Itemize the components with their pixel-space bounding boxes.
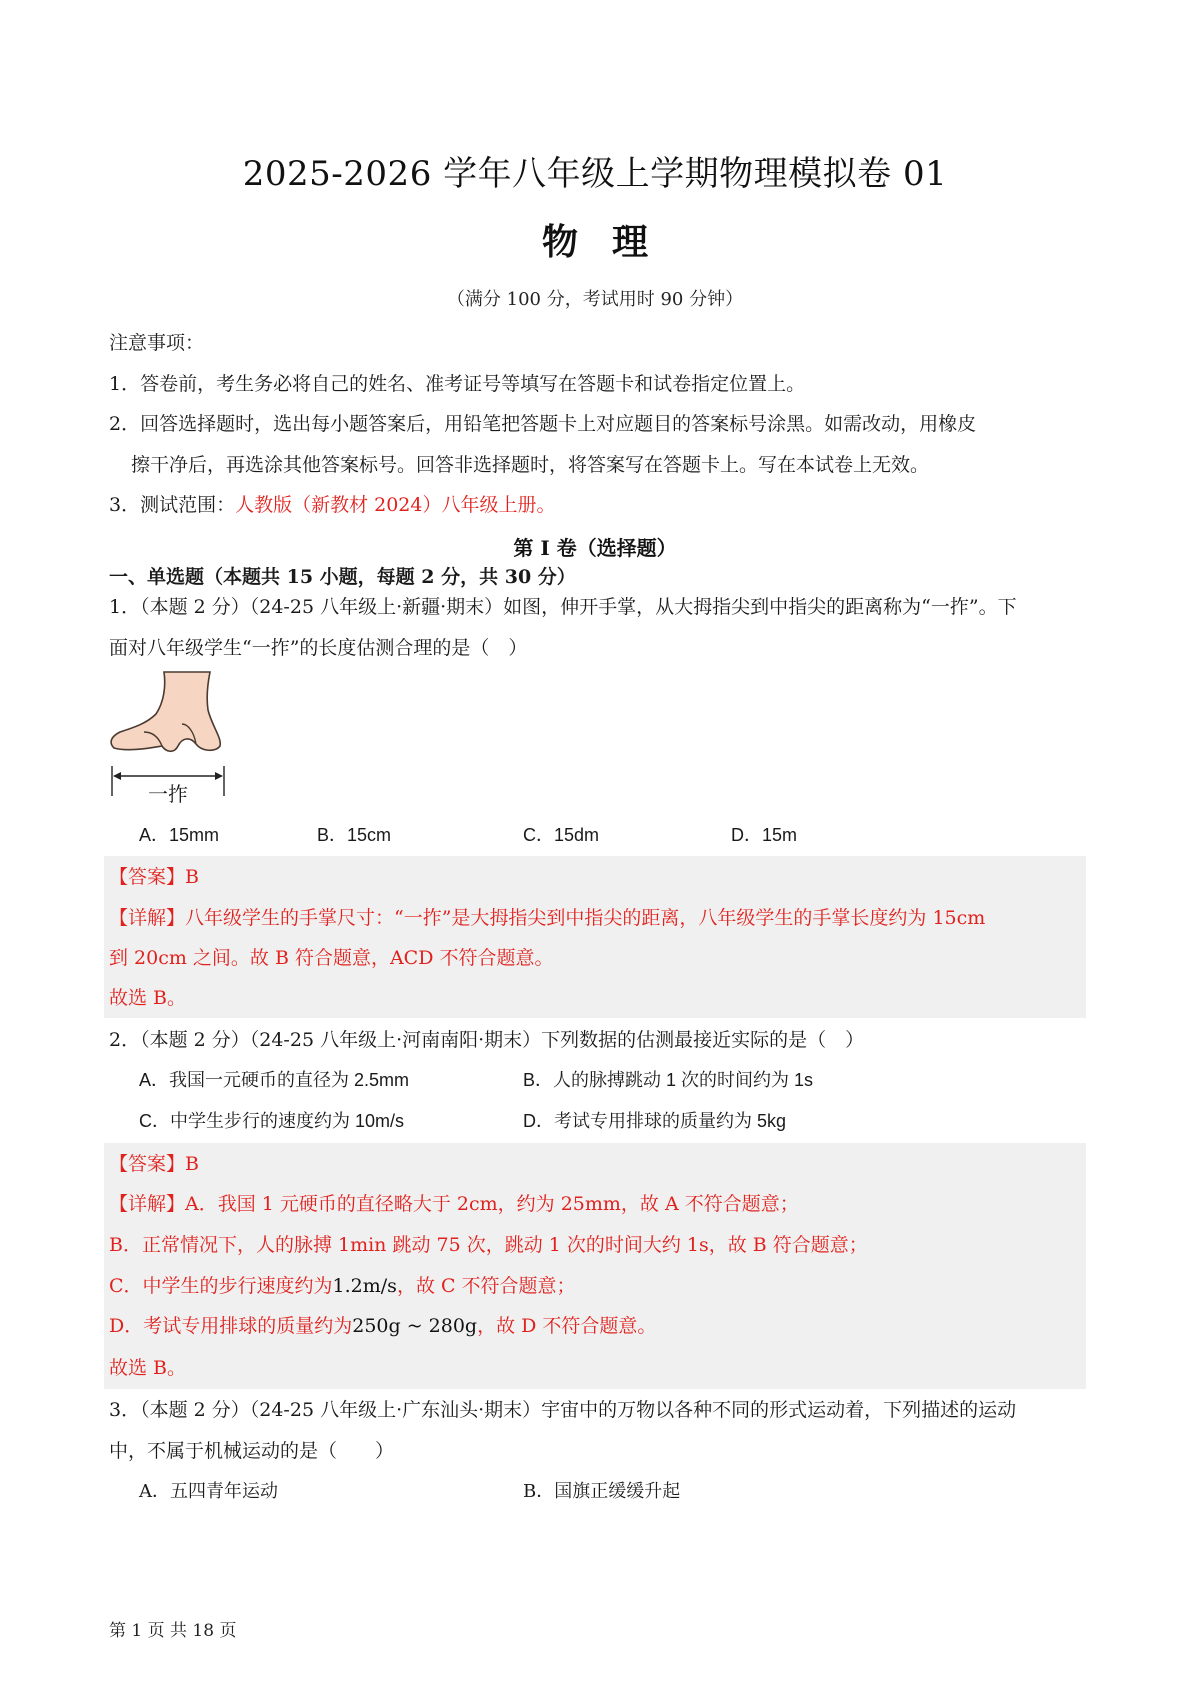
q3-option-b[interactable]: B．国旗正缓缓升起 <box>523 1481 681 1502</box>
q2-detail-4-math: 250g ~ 280g <box>352 1315 478 1337</box>
q2-detail-3-math: 1.2m/s <box>332 1275 397 1297</box>
q1-option-d[interactable]: D．15m <box>731 825 798 845</box>
q2-stem: 2．（本题 2 分）（24-25 八年级上·河南南阳·期末）下列数据的估测最接近实际的是（ ） <box>109 1029 865 1051</box>
notes-item-3 <box>109 490 556 517</box>
q1-option-a[interactable]: A．15mm <box>139 825 220 845</box>
q1-stem-line-1: 1．（本题 2 分）（24-25 八年级上·新疆·期末）如图，伸开手掌，从大拇指尖到中指尖的距离称为“一拃”。下 <box>109 596 1017 618</box>
exam-title: 2025-2026 学年八年级上学期物理模拟卷 01 <box>242 154 948 194</box>
q2-detail-3-suffix: ，故 C 不符合题意； <box>396 1275 576 1297</box>
notes-item-1: 1．答卷前，考生务必将自己的姓名、准考证号等填写在答题卡和试卷指定位置上。 <box>109 373 806 395</box>
section-title: 第 I 卷（选择题） <box>513 536 677 560</box>
q1-option-b[interactable]: B．15cm <box>317 825 392 845</box>
page-footer: 第 1 页 共 18 页 <box>109 1621 237 1641</box>
q2-detail-line-1: 【详解】A．我国 1 元硬币的直径略大于 2cm，约为 25mm，故 A 不符合题意； <box>109 1193 799 1215</box>
notes-item-3-prefix: 3．测试范围： <box>109 494 236 516</box>
test-scope: 人教版（新教材 2024）八年级上册。 <box>235 494 556 516</box>
figure-label: 一拃 <box>148 782 188 806</box>
notes-item-2: 2．回答选择题时，选出每小题答案后，用铅笔把答题卡上对应题目的答案标号涂黑。如需改动，用橡皮 <box>109 413 977 435</box>
q2-detail-3-prefix: C．中学生的步行速度约为 <box>109 1275 333 1297</box>
q2-conclusion: 故选 B。 <box>109 1357 187 1379</box>
q3-option-a[interactable]: A．五四青年运动 <box>139 1481 278 1502</box>
q2-answer: 【答案】B <box>109 1153 199 1175</box>
q1-answer-box <box>104 856 1086 1018</box>
q2-detail-4-suffix: ，故 D 不符合题意。 <box>477 1315 657 1337</box>
score-time-note: （满分 100 分，考试用时 90 分钟） <box>446 289 744 310</box>
q1-detail-line-1: 【详解】八年级学生的手掌尺寸：“一拃”是大拇指尖到中指尖的距离，八年级学生的手掌长度约为 15cm <box>109 907 986 929</box>
q2-option-b[interactable]: B．人的脉搏跳动 1 次的时间约为 1s <box>523 1070 814 1090</box>
q2-detail-line-2: B．正常情况下，人的脉搏 1min 跳动 75 次，跳动 1 次的时间大约 1s，故 B 符合题意； <box>109 1234 868 1256</box>
q1-answer: 【答案】B <box>109 866 199 888</box>
part-heading: 一、单选题（本题共 15 小题，每题 2 分，共 30 分） <box>109 566 576 588</box>
hand-shape <box>111 672 220 751</box>
span-arrow-right <box>215 772 223 780</box>
q2-detail-line-4 <box>109 1311 656 1338</box>
q3-stem-line-2: 中，不属于机械运动的是（ ） <box>109 1440 395 1462</box>
q2-detail-4-prefix: D．考试专用排球的质量约为 <box>109 1315 353 1337</box>
q2-option-c[interactable]: C．中学生步行的速度约为 10m/s <box>139 1111 405 1131</box>
notes-item-2-continued: 擦干净后，再选涂其他答案标号。回答非选择题时，将答案写在答题卡上。写在本试卷上无效。 <box>131 454 930 476</box>
q1-detail-line-2: 到 20cm 之间。故 B 符合题意，ACD 不符合题意。 <box>109 947 554 969</box>
q2-option-d[interactable]: D．考试专用排球的质量约为 5kg <box>523 1111 787 1131</box>
notes-heading: 注意事项： <box>109 332 205 354</box>
q2-answer-box <box>104 1143 1086 1389</box>
subject-title: 物理 <box>541 221 682 263</box>
q2-option-a[interactable]: A．我国一元硬币的直径为 2.5mm <box>139 1070 410 1090</box>
q3-stem-line-1: 3．（本题 2 分）（24-25 八年级上·广东汕头·期末）宇宙中的万物以各种不同的形式运动着，下列描述的运动 <box>109 1399 1017 1421</box>
q2-detail-line-3 <box>109 1271 576 1298</box>
q1-conclusion: 故选 B。 <box>109 987 187 1009</box>
q1-stem-line-2: 面对八年级学生“一拃”的长度估测合理的是（ ） <box>109 637 528 659</box>
q1-option-c[interactable]: C．15dm <box>523 825 600 845</box>
span-arrow-left <box>113 772 121 780</box>
